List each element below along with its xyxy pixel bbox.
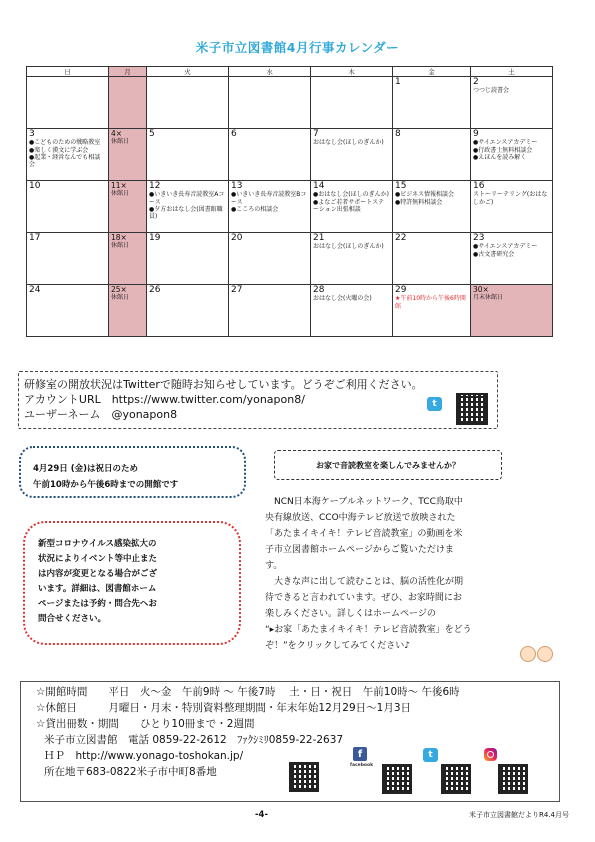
calendar-day-number: 5: [149, 129, 155, 139]
calendar-day-tue: [147, 233, 229, 285]
reading-paragraph-line-6: 大きな声に出して読むことは、脳の活性化が期: [265, 577, 464, 587]
calendar-day-sun: [27, 129, 109, 181]
closed-days: ☆休館日 月曜日・月末・特別資料整理期間・年末年始12月29日～1月3日: [36, 702, 411, 714]
calendar-event: ●楽しく漢文に学ぶ会: [29, 146, 89, 154]
twitter-qr-code-small: [441, 764, 471, 794]
covid-line-4: います。詳細は、図書館ホーム: [38, 584, 157, 594]
twitter-bird-icon[interactable]: t: [423, 748, 438, 762]
calendar-day-number: 1: [395, 77, 401, 87]
calendar-day-mon: [109, 129, 147, 181]
calendar-event: ●いきいき長寿音読教室Bコース: [231, 191, 307, 206]
calendar-day-fri: [393, 77, 471, 129]
child-face-icon: [520, 646, 536, 662]
calendar-event: ●起業・経営なんでも相談会: [29, 153, 101, 168]
holiday-notice-box: [19, 446, 246, 498]
calendar-day-number: 3: [29, 129, 35, 139]
calendar-day-fri: [393, 129, 471, 181]
covid-line-5: ページまたは予約・問合先へお: [38, 599, 157, 609]
twitter-username: ユーザーネーム @yonapon8: [24, 408, 178, 421]
calendar-day-tue: [147, 77, 229, 129]
calendar-week-row: [27, 181, 553, 233]
calendar-day-number: 27: [231, 285, 243, 295]
calendar-event: 休館日: [111, 137, 130, 145]
calendar-day-number: 29: [395, 285, 407, 295]
calendar-day-number: 10: [29, 181, 41, 191]
calendar-week-row: [27, 285, 553, 337]
calendar-day-wed: [229, 233, 311, 285]
reading-paragraph-line-5: す。: [265, 561, 283, 571]
calendar-event: つつじ読書会: [473, 87, 510, 95]
covid-line-2: 状況によりイベント等中止また: [38, 554, 158, 564]
calendar-event: ●ビジネス情報相談会: [395, 191, 455, 199]
calendar-event: ●特許無料相談会: [395, 198, 443, 206]
calendar-day-wed: [229, 181, 311, 233]
calendar-event: 休館日: [111, 293, 130, 301]
twitter-notice: 研修室の開放状況はTwitterで随時お知らせしています。どうぞご利用ください。: [24, 378, 423, 391]
calendar-event: ●行政書士無料相談会: [473, 146, 533, 154]
calendar-day-number: 17: [29, 233, 41, 243]
twitter-qr-code: [456, 393, 488, 425]
weekday-sun: 日: [27, 67, 109, 77]
calendar-day-number: 26: [149, 285, 161, 295]
calendar-day-thu: [311, 129, 393, 181]
weekday-thu: 木: [311, 67, 393, 77]
reading-paragraph-line-3: 「あたまイキイキ！テレビ音読教室」の動画を米: [265, 529, 463, 539]
calendar-day-number: 13: [231, 181, 243, 191]
calendar-day-number: 20: [231, 233, 243, 243]
calendar-day-mon: [109, 77, 147, 129]
calendar-event: 月末休館日: [473, 293, 504, 301]
calendar-day-sat: [471, 285, 553, 337]
calendar-event: ●こどものための戦略教室: [29, 139, 101, 147]
calendar-day-sun: [27, 77, 109, 129]
calendar-event: ●いきいき長寿音読教室Aコース: [149, 191, 225, 206]
facebook-qr-code: [382, 764, 412, 794]
instagram-qr-code: [498, 764, 528, 794]
weekday-mon: 月: [109, 67, 147, 77]
calendar-day-number: 7: [313, 129, 319, 139]
calendar-day-number: 15: [395, 181, 407, 191]
calendar-event: ●古文書研究会: [473, 250, 515, 258]
calendar-day-number: 11×: [111, 181, 127, 190]
calendar-day-number: 12: [149, 181, 161, 191]
calendar-day-sat: [471, 233, 553, 285]
library-name-phone: 米子市立図書館 電話 0859-22-2612 ﾌｧｸｼﾐﾘ0859-22-2637: [44, 734, 344, 746]
holiday-notice-line-1: 4月29日 (金)は祝日のため: [33, 464, 138, 474]
calendar-event: おはなし会(火曜の会): [313, 295, 372, 303]
calendar-day-number: 18×: [111, 233, 127, 242]
calendar-event: ●えほんを読み解く: [473, 153, 527, 161]
calendar-day-sat: [471, 181, 553, 233]
facebook-label: facebook: [350, 763, 374, 768]
reading-heading-box: [274, 450, 502, 480]
calendar-day-fri: [393, 285, 471, 337]
calendar-day-number: 30×: [473, 285, 489, 294]
library-address: 所在地〒683-0822米子市中町8番地: [44, 766, 217, 778]
calendar-day-number: 6: [231, 129, 237, 139]
calendar-event: おはなし会(ほしのぎんか): [313, 139, 384, 147]
calendar-day-mon: [109, 181, 147, 233]
reading-paragraph-line-2: 央有線放送、CCO中海テレビ放送で放映された: [265, 513, 456, 523]
calendar-event: 休館日: [111, 241, 130, 249]
weekday-wed: 水: [229, 67, 311, 77]
calendar-day-tue: [147, 285, 229, 337]
reading-paragraph-line-9[interactable]: “▸お家「あたまイキイキ！テレビ音読教室」をどう: [265, 625, 472, 635]
calendar-day-number: 2: [473, 77, 479, 87]
page-number: -4-: [255, 810, 268, 820]
calendar-week-row: [27, 233, 553, 285]
calendar-event: ★午前10時から午後6時開館: [395, 295, 466, 310]
calendar-event: ストーリーテリング(おはなしかご): [473, 191, 548, 206]
calendar-day-fri: [393, 181, 471, 233]
calendar-day-thu: [311, 181, 393, 233]
calendar-day-number: 19: [149, 233, 161, 243]
covid-notice-box: [23, 521, 241, 645]
child-face-icon: [537, 646, 553, 662]
page-title: 米子市立図書館4月行事カレンダー: [195, 40, 400, 55]
reading-paragraph-line-4: 子市立図書館ホームページからご覧いただけま: [265, 545, 454, 555]
calendar-day-fri: [393, 233, 471, 285]
twitter-account-url[interactable]: アカウントURL https://www.twitter.com/yonapon8/: [24, 393, 305, 406]
calendar-day-number: 28: [313, 285, 325, 295]
homepage-qr-code: [289, 762, 319, 792]
weekday-sat: 土: [471, 67, 553, 77]
weekday-fri: 金: [393, 67, 471, 77]
calendar-day-number: 14: [313, 181, 325, 191]
calendar-event: おはなし会(ほしのぎんか): [313, 243, 384, 251]
covid-line-6: 問合せください。: [38, 614, 107, 624]
calendar-day-wed: [229, 285, 311, 337]
calendar-event: ●おはなし会(ほしのぎんか): [313, 191, 389, 199]
calendar-day-number: 21: [313, 233, 325, 243]
weekday-tue: 火: [147, 67, 229, 77]
calendar-day-number: 8: [395, 129, 401, 139]
calendar-event: ●よなご若者サポートステーション出張相談: [313, 198, 385, 213]
event-calendar: [26, 66, 553, 337]
calendar-week-row: [27, 129, 553, 181]
calendar-day-thu: [311, 233, 393, 285]
calendar-day-wed: [229, 77, 311, 129]
reading-paragraph-line-1: NCN日本海ケーブルネットワーク、TCC鳥取中: [265, 497, 463, 507]
calendar-day-wed: [229, 129, 311, 181]
holiday-notice-line-2: 午前10時から午後6時までの開館です: [33, 480, 179, 490]
reading-paragraph-line-8: 楽しみください。詳しくはホームページの: [265, 609, 436, 619]
facebook-icon[interactable]: f: [353, 747, 367, 761]
calendar-day-mon: [109, 285, 147, 337]
calendar-day-number: 25×: [111, 285, 127, 294]
calendar-day-sun: [27, 181, 109, 233]
calendar-day-mon: [109, 233, 147, 285]
twitter-bird-icon[interactable]: t: [427, 397, 442, 411]
calendar-week-row: [27, 77, 553, 129]
calendar-day-number: 22: [395, 233, 407, 243]
reading-paragraph-line-7: 待できると言われています。ぜひ、お家時間にお: [265, 593, 462, 603]
homepage-url[interactable]: ＨＰ http://www.yonago-toshokan.jp/: [44, 750, 244, 762]
loan-limits: ☆貸出冊数・期間 ひとり10冊まで・2週間: [36, 718, 255, 730]
covid-line-3: は内容が変更となる場合がござ: [38, 569, 158, 579]
calendar-event: 休館日: [111, 189, 130, 197]
instagram-icon[interactable]: [484, 748, 497, 761]
calendar-event: ●サイエンスアカデミー: [473, 139, 538, 147]
calendar-day-thu: [311, 77, 393, 129]
calendar-event: ●夕方おはなし会(図書館職員): [149, 205, 223, 220]
reading-heading: お家で音読教室を楽しんでみませんか？: [316, 461, 460, 470]
calendar-day-thu: [311, 285, 393, 337]
calendar-day-sat: [471, 77, 553, 129]
weekday-header-row: [27, 67, 553, 77]
calendar-event: ●サイエンスアカデミー: [473, 243, 538, 251]
calendar-day-number: 9: [473, 129, 479, 139]
calendar-day-sun: [27, 285, 109, 337]
newsletter-footer: 米子市立図書館だよりR4.4月号: [469, 811, 569, 819]
opening-hours: ☆開館時間 平日 火～金 午前9時 ～ 午後7時 土・日・祝日 午前10時～ 午後6時: [36, 686, 460, 698]
covid-line-1: 新型コロナウイルス感染拡大の: [38, 539, 157, 549]
calendar-event: ●こころの相談会: [231, 205, 279, 213]
calendar-day-sat: [471, 129, 553, 181]
calendar-day-number: 23: [473, 233, 485, 243]
reading-paragraph-line-10: ぞ！”をクリックしてみてください♪: [265, 641, 411, 651]
calendar-day-sun: [27, 233, 109, 285]
children-reading-illustration: [518, 642, 556, 664]
calendar-day-tue: [147, 129, 229, 181]
calendar-day-number: 4×: [111, 129, 123, 138]
calendar-day-number: 16: [473, 181, 485, 191]
calendar-day-number: 24: [29, 285, 41, 295]
calendar-day-tue: [147, 181, 229, 233]
